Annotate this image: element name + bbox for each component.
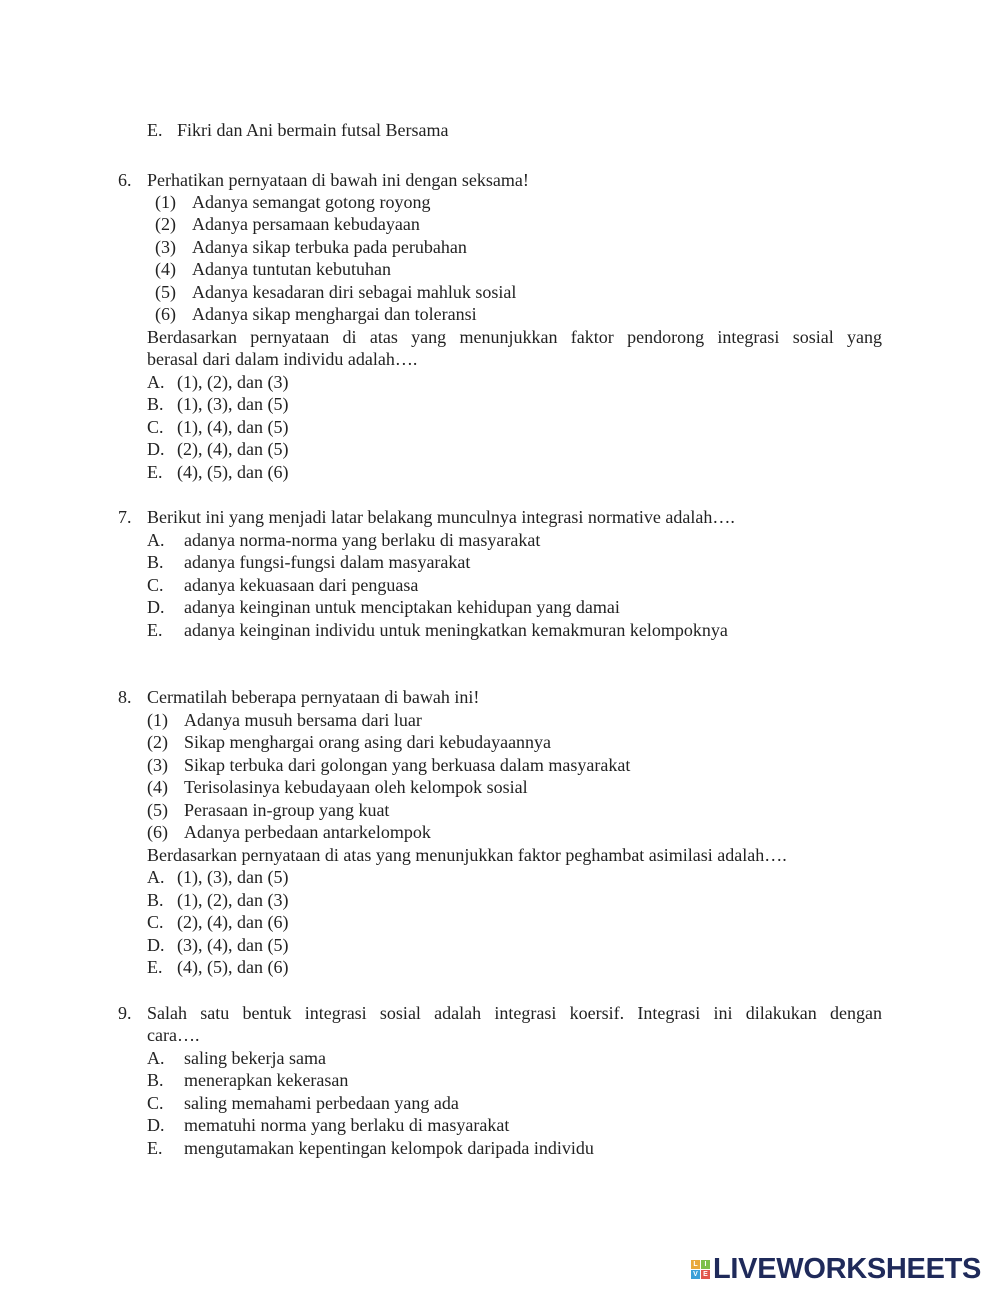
q6-statement-text: Adanya kesadaran diri sebagai mahluk sosial: [192, 282, 517, 302]
q6-option-text: (1), (4), dan (5): [177, 417, 289, 437]
q5-option-e-text: Fikri dan Ani bermain futsal Bersama: [177, 120, 449, 140]
q6-option-letter: A.: [147, 372, 165, 392]
q6-statement-num: (4): [155, 259, 176, 279]
logo-block: E: [701, 1270, 710, 1279]
q6-statement-text: Adanya sikap terbuka pada perubahan: [192, 237, 467, 257]
q6-statement-num: (6): [155, 304, 176, 324]
q8-statement-num: (4): [147, 777, 168, 797]
q8-option-text: (1), (3), dan (5): [177, 867, 289, 887]
q6-option-text: (4), (5), dan (6): [177, 462, 289, 482]
q8-option-letter: C.: [147, 912, 164, 932]
q7-option-letter: A.: [147, 530, 165, 550]
q9-option-letter: B.: [147, 1070, 164, 1090]
q9-option-text: mengutamakan kepentingan kelompok daripada individu: [184, 1138, 594, 1158]
q6-statement-num: (2): [155, 214, 176, 234]
q7-option-letter: C.: [147, 575, 164, 595]
q8-question: Cermatilah beberapa pernyataan di bawah ini!: [147, 687, 480, 707]
q8-statement-text: Adanya perbedaan antarkelompok: [184, 822, 431, 842]
q6-option-text: (1), (2), dan (3): [177, 372, 289, 392]
q5-option-e-letter: E.: [147, 120, 163, 140]
liveworksheets-logo: [691, 1252, 981, 1286]
q8-option-letter: A.: [147, 867, 165, 887]
q7-option-letter: B.: [147, 552, 164, 572]
q8-statement-text: Sikap menghargai orang asing dari kebudayaannya: [184, 732, 552, 752]
q6-option-letter: E.: [147, 462, 163, 482]
q7-option-letter: D.: [147, 597, 165, 617]
q9-option-letter: D.: [147, 1115, 165, 1135]
q6-option-text: (1), (3), dan (5): [177, 394, 289, 414]
q6-option-letter: D.: [147, 439, 165, 459]
q9-option-text: mematuhi norma yang berlaku di masyarakat: [184, 1115, 510, 1135]
q9-option-letter: A.: [147, 1048, 165, 1068]
q6-statement-text: Adanya semangat gotong royong: [192, 192, 431, 212]
q6-option-text: (2), (4), dan (5): [177, 439, 289, 459]
q8-statement-num: (6): [147, 822, 168, 842]
q8-statement-num: (3): [147, 755, 168, 775]
logo-text: LIVEWORKSHEETS: [713, 1252, 982, 1285]
q9-number: 9.: [118, 1003, 132, 1023]
q9-option-text: menerapkan kekerasan: [184, 1070, 349, 1090]
q6-option-letter: B.: [147, 394, 164, 414]
q7-question: Berikut ini yang menjadi latar belakang munculnya integrasi normative adalah….: [147, 507, 735, 527]
logo-block: V: [691, 1270, 700, 1279]
q9-option-letter: E.: [147, 1138, 163, 1158]
q8-option-text: (4), (5), dan (6): [177, 957, 289, 977]
q9-question-line2: cara….: [147, 1025, 200, 1045]
q6-number: 6.: [118, 170, 132, 190]
q8-option-text: (3), (4), dan (5): [177, 935, 289, 955]
q8-option-text: (2), (4), dan (6): [177, 912, 289, 932]
q9-option-text: saling bekerja sama: [184, 1048, 326, 1068]
q8-statement-num: (5): [147, 800, 168, 820]
q7-option-text: adanya keinginan individu untuk meningkatkan kemakmuran kelompoknya: [184, 620, 728, 640]
q7-option-text: adanya norma-norma yang berlaku di masyarakat: [184, 530, 541, 550]
q8-statement-text: Perasaan in-group yang kuat: [184, 800, 390, 820]
q6-statement-text: Adanya sikap menghargai dan toleransi: [192, 304, 477, 324]
q6-prompt-line1: Berdasarkan pernyataan di atas yang menunjukkan faktor pendorong integrasi sosial yang: [147, 327, 882, 347]
q6-statement-num: (3): [155, 237, 176, 257]
q8-number: 8.: [118, 687, 132, 707]
q6-statement-num: (1): [155, 192, 176, 212]
q8-statement-num: (2): [147, 732, 168, 752]
q7-option-text: adanya fungsi-fungsi dalam masyarakat: [184, 552, 471, 572]
q8-option-letter: E.: [147, 957, 163, 977]
q6-prompt-line2: berasal dari dalam individu adalah….: [147, 349, 418, 369]
q8-prompt: Berdasarkan pernyataan di atas yang menunjukkan faktor peghambat asimilasi adalah….: [147, 845, 787, 865]
q7-option-text: adanya keinginan untuk menciptakan kehidupan yang damai: [184, 597, 620, 617]
q8-option-letter: B.: [147, 890, 164, 910]
q6-statement-text: Adanya tuntutan kebutuhan: [192, 259, 391, 279]
q7-option-letter: E.: [147, 620, 163, 640]
logo-blocks-icon: [691, 1260, 710, 1279]
q8-statement-text: Adanya musuh bersama dari luar: [184, 710, 422, 730]
q9-question-line1: Salah satu bentuk integrasi sosial adalah integrasi koersif. Integrasi ini dilakukan dengan: [147, 1003, 882, 1023]
q9-option-letter: C.: [147, 1093, 164, 1113]
q6-statement-text: Adanya persamaan kebudayaan: [192, 214, 420, 234]
q8-statement-text: Sikap terbuka dari golongan yang berkuasa dalam masyarakat: [184, 755, 631, 775]
q6-question: Perhatikan pernyataan di bawah ini dengan seksama!: [147, 170, 529, 190]
q6-statement-num: (5): [155, 282, 176, 302]
q9-option-text: saling memahami perbedaan yang ada: [184, 1093, 459, 1113]
q7-number: 7.: [118, 507, 132, 527]
q8-option-text: (1), (2), dan (3): [177, 890, 289, 910]
q8-option-letter: D.: [147, 935, 165, 955]
q6-option-letter: C.: [147, 417, 164, 437]
q7-option-text: adanya kekuasaan dari penguasa: [184, 575, 419, 595]
q8-statement-text: Terisolasinya kebudayaan oleh kelompok sosial: [184, 777, 528, 797]
logo-block: L: [691, 1260, 700, 1269]
q8-statement-num: (1): [147, 710, 168, 730]
logo-block: I: [701, 1260, 710, 1269]
